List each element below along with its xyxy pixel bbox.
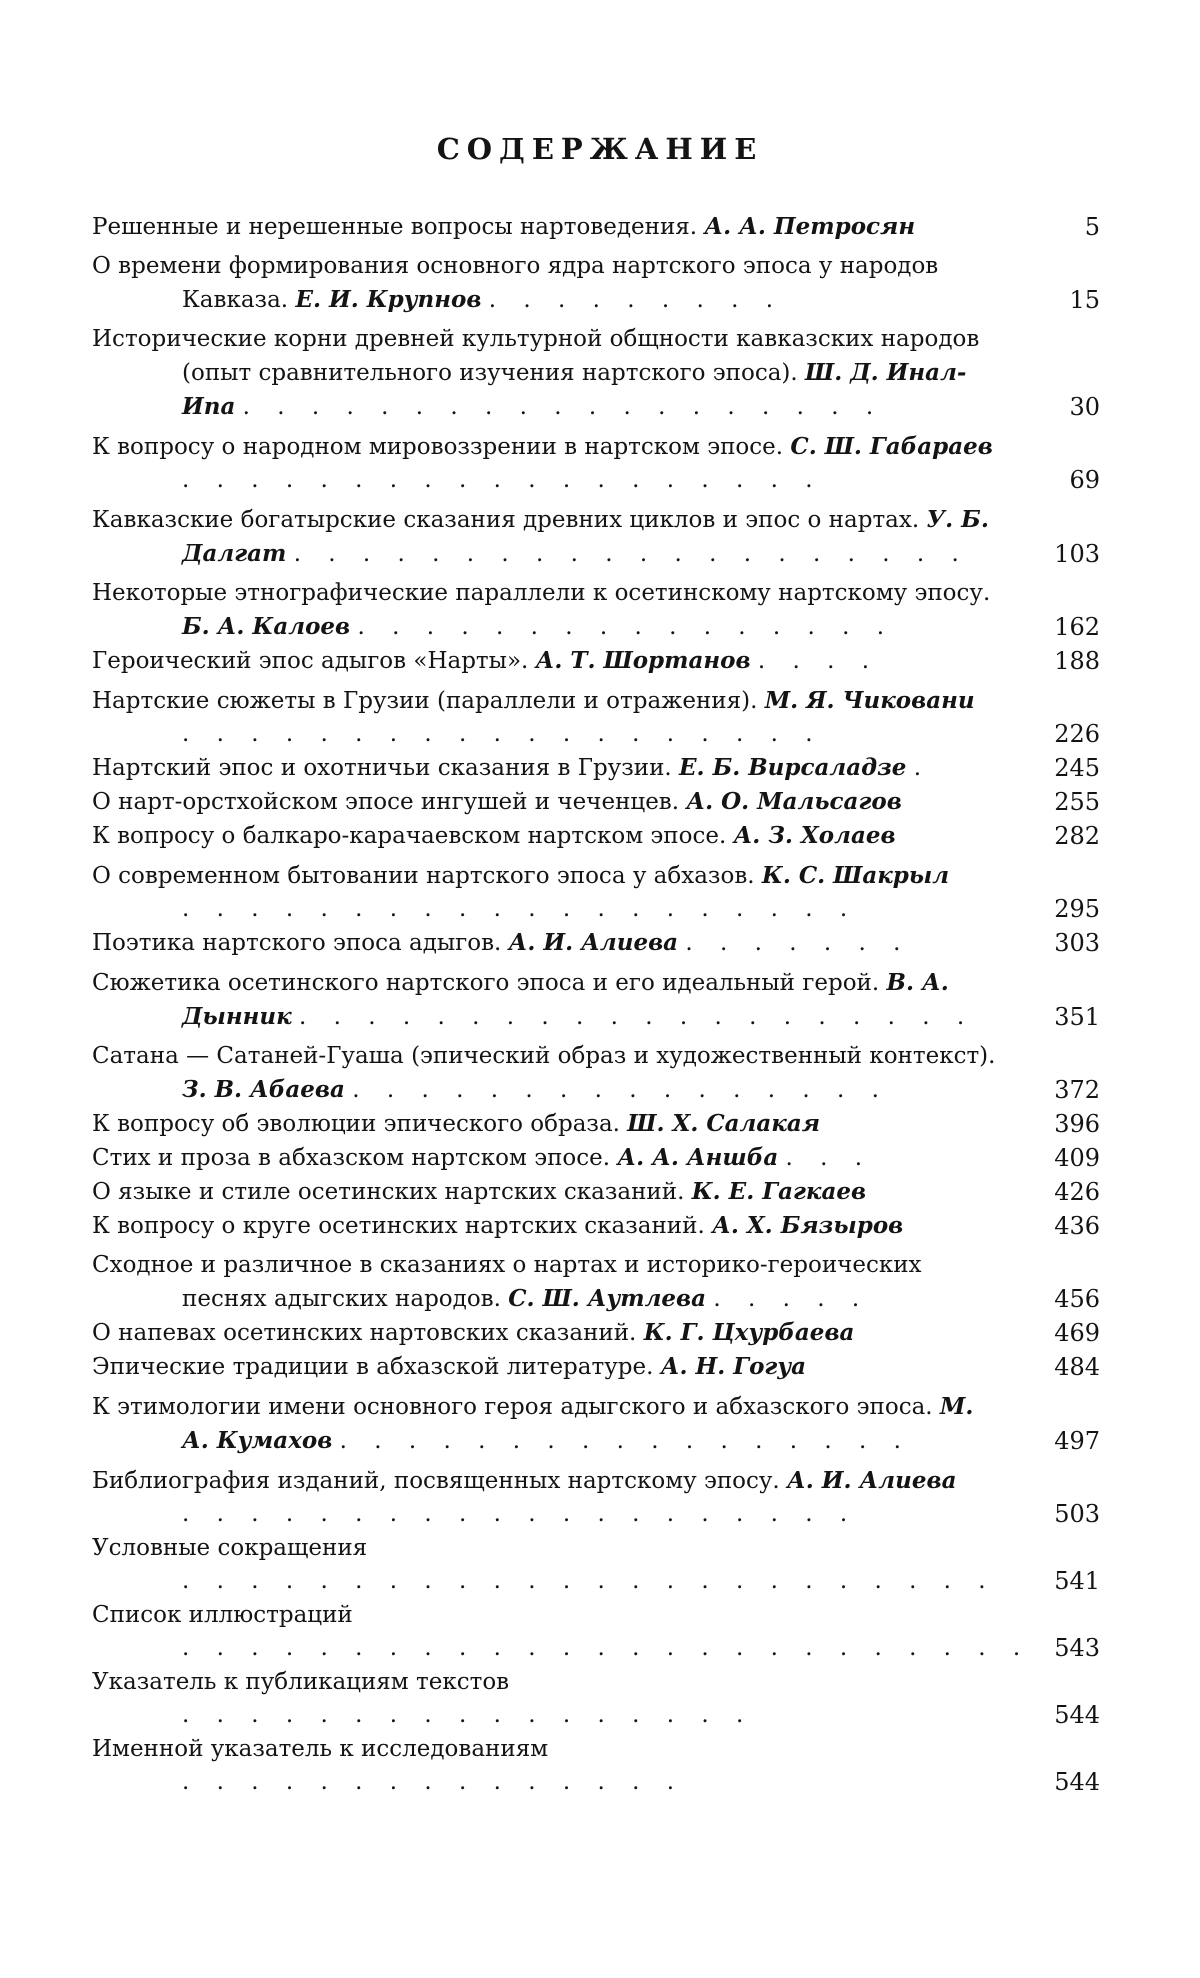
toc-entry xyxy=(92,819,1100,853)
toc-entry xyxy=(92,859,1100,926)
toc-entry xyxy=(92,1141,1100,1175)
table-of-contents xyxy=(92,210,1100,1799)
toc-entry-title: Сатана — Сатаней-Гуаша (эпический образ и художественный контекст). xyxy=(92,1043,996,1069)
toc-entry-page-number: 303 xyxy=(1054,929,1100,957)
toc-entry-author: М. А. Кумахов xyxy=(182,1393,974,1454)
toc-entry xyxy=(92,684,1100,751)
toc-entry-page-number: 103 xyxy=(1054,540,1100,568)
toc-entry-author: З. В. Абаева xyxy=(182,1076,345,1103)
toc-entry-title: Сюжетика осетинского нартского эпоса и его идеальный герой. xyxy=(92,970,880,996)
toc-entry xyxy=(92,1531,1100,1598)
toc-entry-author: А. И. Алиева xyxy=(508,929,679,956)
toc-entry xyxy=(92,577,1100,644)
toc-entry-page-number: 255 xyxy=(1054,788,1100,816)
toc-entry-page-number: 541 xyxy=(1054,1567,1100,1595)
toc-entry-title: К вопросу об эволюции эпического образа. xyxy=(92,1111,620,1137)
toc-entry-page-number: 226 xyxy=(1054,720,1100,748)
toc-entry xyxy=(92,323,1100,424)
toc-entry-title: К этимологии имени основного героя адыгского и абхазского эпоса. xyxy=(92,1394,933,1420)
toc-entry-title: О времени формирования основного ядра нартского эпоса у народов Кавказа. xyxy=(92,253,939,313)
toc-entry-text xyxy=(92,644,1004,678)
toc-entry-leader-dots: . . . . . . . . . . . . . . . . . . . xyxy=(182,721,823,747)
toc-entry-author: А. Х. Бязыров xyxy=(712,1212,904,1239)
toc-entry-title: Решенные и нерешенные вопросы нартоведения. xyxy=(92,214,698,240)
toc-entry-text xyxy=(92,819,1004,853)
toc-entry-page-number: 15 xyxy=(1069,286,1100,314)
toc-entry-leader-dots: . . . . . . . . . . . . . . . . . . . . xyxy=(182,896,858,922)
toc-entry-author: А. О. Мальсагов xyxy=(686,788,902,815)
toc-entry-leader-dots: . . . . . . . . . xyxy=(488,287,784,313)
toc-entry-title: Исторические корни древней культурной общности кавказских народов (опыт сравнительного изучения нартского эпоса). xyxy=(92,326,980,386)
toc-entry-page-number: 497 xyxy=(1054,1427,1100,1455)
toc-entry-page-number: 282 xyxy=(1054,822,1100,850)
toc-entry-page-number: 436 xyxy=(1054,1212,1100,1240)
toc-entry-page-number: 351 xyxy=(1054,1003,1100,1031)
toc-entry-author: В. А. Дынник xyxy=(182,969,949,1030)
toc-entry-leader-dots: . . . . xyxy=(757,648,880,674)
toc-entry-author: С. Ш. Габараев xyxy=(790,433,993,460)
toc-entry-leader-dots: . . . . . . . xyxy=(685,930,911,956)
toc-entry-title: Нартские сюжеты в Грузии (параллели и отражения). xyxy=(92,688,758,714)
toc-entry-title: Кавказские богатырские сказания древних циклов и эпос о нартах. xyxy=(92,507,920,533)
toc-entry-title: К вопросу о балкаро-карачаевском нартском эпосе. xyxy=(92,823,727,849)
toc-entry-page-number: 484 xyxy=(1054,1353,1100,1381)
toc-entry xyxy=(92,1209,1100,1243)
toc-entry-page-number: 245 xyxy=(1054,754,1100,782)
toc-entry-title: О современном бытовании нартского эпоса у абхазов. xyxy=(92,863,755,889)
toc-entry-page-number: 409 xyxy=(1054,1144,1100,1172)
toc-entry-author: Ш. Д. Инал-Ипа xyxy=(182,359,967,420)
toc-entry-leader-dots: . . . . . . . . . . . . . . . . xyxy=(357,614,895,640)
toc-entry-text xyxy=(92,684,1004,751)
toc-entry-author: С. Ш. Аутлева xyxy=(508,1285,707,1312)
toc-entry-text xyxy=(92,1598,1031,1665)
toc-entry-author: А. А. Аншба xyxy=(617,1144,779,1171)
toc-entry-leader-dots: . . . . . . . . . . . . . . . . . . . xyxy=(182,467,823,493)
toc-entry-text xyxy=(92,785,1004,819)
toc-entry xyxy=(92,1390,1100,1458)
toc-entry-author: У. Б. Далгат xyxy=(182,506,989,567)
toc-entry xyxy=(92,1040,1100,1107)
toc-entry-title: Героический эпос адыгов «Нарты». xyxy=(92,648,529,674)
toc-entry-author: А. З. Холаев xyxy=(733,822,896,849)
toc-entry-text xyxy=(92,1665,1004,1732)
toc-entry-text xyxy=(92,1464,1004,1531)
toc-entry-page-number: 469 xyxy=(1054,1319,1100,1347)
toc-entry-author: Ш. Х. Салакая xyxy=(627,1110,821,1137)
toc-entry-text xyxy=(92,503,1004,571)
toc-entry-leader-dots: . . . . . . . . . . . . . . . . . . . . xyxy=(299,1004,975,1030)
toc-entry-leader-dots: . . . . . . . . . . . . . . . . . . . . xyxy=(182,1501,858,1527)
toc-entry-title: Библиография изданий, посвященных нартскому эпосу. xyxy=(92,1468,780,1494)
toc-entry-leader-dots: . . . . . . . . . . . . . . . . . xyxy=(182,1702,754,1728)
toc-entry-text xyxy=(92,1316,1004,1350)
toc-entry-author: Е. Б. Вирсаладзе xyxy=(679,754,907,781)
toc-entry-text xyxy=(92,966,1004,1034)
toc-entry-title: Поэтика нартского эпоса адыгов. xyxy=(92,930,502,956)
toc-entry-author: Е. И. Крупнов xyxy=(295,286,482,313)
toc-entry-page-number: 69 xyxy=(1069,466,1100,494)
toc-entry-author: А. Т. Шортанов xyxy=(535,647,751,674)
toc-entry-author: К. С. Шакрыл xyxy=(761,862,950,889)
toc-entry-author: К. Г. Цхурбаева xyxy=(643,1319,855,1346)
toc-entry-author: М. Я. Чиковани xyxy=(764,687,975,714)
toc-entry xyxy=(92,926,1100,960)
toc-entry-author: А. Н. Гогуа xyxy=(660,1353,807,1380)
toc-entry-author: А. И. Алиева xyxy=(787,1467,957,1494)
toc-entry-title: Эпические традиции в абхазской литературе. xyxy=(92,1354,654,1380)
toc-entry xyxy=(92,966,1100,1034)
toc-entry xyxy=(92,503,1100,571)
toc-entry-title: О нарт-орстхойском эпосе ингушей и чеченцев. xyxy=(92,789,680,815)
toc-entry xyxy=(92,1732,1100,1799)
toc-entry-leader-dots: . . . . . . . . . . . . . . . . . . . xyxy=(242,394,884,420)
toc-entry-leader-dots: . . . . . . . . . . . . . . . . . . . . . . . . . xyxy=(182,1635,1031,1661)
toc-entry-title: Указатель к публикациям текстов xyxy=(92,1669,510,1695)
toc-entry-text xyxy=(92,1732,1004,1799)
toc-entry-page-number: 503 xyxy=(1054,1500,1100,1528)
toc-entry-text xyxy=(92,210,1004,244)
toc-entry-title: Стих и проза в абхазском нартском эпосе. xyxy=(92,1145,611,1171)
toc-entry-title: К вопросу о народном мировоззрении в нартском эпосе. xyxy=(92,434,784,460)
toc-entry xyxy=(92,1249,1100,1316)
toc-entry xyxy=(92,785,1100,819)
toc-entry-page-number: 372 xyxy=(1054,1076,1100,1104)
toc-entry-text xyxy=(92,1249,1004,1316)
toc-entry-author: А. А. Петросян xyxy=(704,213,916,240)
toc-entry xyxy=(92,751,1100,785)
toc-entry-leader-dots: . . . . . . . . . . . . . . . . . . . . xyxy=(293,541,969,567)
toc-entry-page-number: 162 xyxy=(1054,613,1100,641)
toc-entry-leader-dots: . xyxy=(913,755,932,781)
toc-entry-text xyxy=(92,1390,1004,1458)
toc-entry-author: К. Е. Гагкаев xyxy=(691,1178,867,1205)
toc-entry-title: Условные сокращения xyxy=(92,1535,368,1561)
toc-entry xyxy=(92,1598,1100,1665)
toc-entry-leader-dots: . . . . . . . . . . . . . . . xyxy=(182,1769,685,1795)
toc-entry-text xyxy=(92,577,1004,644)
toc-entry-text xyxy=(92,323,1004,424)
toc-entry-page-number: 188 xyxy=(1054,647,1100,675)
toc-entry-text xyxy=(92,1107,1004,1141)
toc-entry-page-number: 543 xyxy=(1054,1634,1100,1662)
toc-entry-title: Именной указатель к исследованиям xyxy=(92,1736,549,1762)
toc-entry-page-number: 426 xyxy=(1054,1178,1100,1206)
toc-entry xyxy=(92,1665,1100,1732)
toc-entry-page-number: 544 xyxy=(1054,1701,1100,1729)
toc-entry-leader-dots: . . . . . . . . . . . . . . . . xyxy=(352,1077,889,1103)
toc-entry-text xyxy=(92,1209,1004,1243)
toc-entry-title: Некоторые этнографические параллели к осетинскому нартскому эпосу. xyxy=(92,580,991,606)
toc-entry-page-number: 30 xyxy=(1069,393,1100,421)
toc-entry-text xyxy=(92,859,1004,926)
toc-entry-title: Список иллюстраций xyxy=(92,1602,353,1628)
toc-entry-title: Сходное и различное в сказаниях о нартах и историко-героических песнях адыгских народов. xyxy=(92,1252,922,1312)
toc-entry-page-number: 396 xyxy=(1054,1110,1100,1138)
toc-entry-leader-dots: . . . . . xyxy=(713,1286,870,1312)
toc-entry-author: Б. А. Калоев xyxy=(182,613,351,640)
toc-entry-text xyxy=(92,926,1004,960)
toc-entry xyxy=(92,1107,1100,1141)
toc-entry-page-number: 295 xyxy=(1054,895,1100,923)
toc-entry-title: Нартский эпос и охотничьи сказания в Грузии. xyxy=(92,755,672,781)
toc-entry-title: О языке и стиле осетинских нартских сказаний. xyxy=(92,1179,685,1205)
toc-entry-text xyxy=(92,1350,1004,1384)
toc-entry xyxy=(92,1464,1100,1531)
toc-entry-page-number: 544 xyxy=(1054,1768,1100,1796)
toc-entry-text xyxy=(92,1531,1004,1598)
toc-entry xyxy=(92,210,1100,244)
toc-entry-text xyxy=(92,250,1004,317)
toc-entry-title: О напевах осетинских нартовских сказаний. xyxy=(92,1320,637,1346)
toc-entry xyxy=(92,430,1100,497)
toc-entry-title: К вопросу о круге осетинских нартских сказаний. xyxy=(92,1213,705,1239)
toc-entry-leader-dots: . . . . . . . . . . . . . . . . . xyxy=(339,1428,911,1454)
toc-entry xyxy=(92,1175,1100,1209)
toc-entry-leader-dots: . . . xyxy=(785,1145,873,1171)
toc-entry-text xyxy=(92,1175,1004,1209)
toc-entry-page-number: 456 xyxy=(1054,1285,1100,1313)
toc-entry-page-number: 5 xyxy=(1084,213,1100,241)
toc-entry xyxy=(92,250,1100,317)
toc-entry-text xyxy=(92,751,1004,785)
toc-entry-text xyxy=(92,1040,1004,1107)
page-title: СОДЕРЖАНИЕ xyxy=(436,132,764,166)
toc-entry xyxy=(92,1350,1100,1384)
toc-entry-text xyxy=(92,1141,1004,1175)
toc-entry-leader-dots: . . . . . . . . . . . . . . . . . . . . . . . . xyxy=(182,1568,996,1594)
toc-entry xyxy=(92,1316,1100,1350)
toc-entry xyxy=(92,644,1100,678)
toc-entry-text xyxy=(92,430,1004,497)
